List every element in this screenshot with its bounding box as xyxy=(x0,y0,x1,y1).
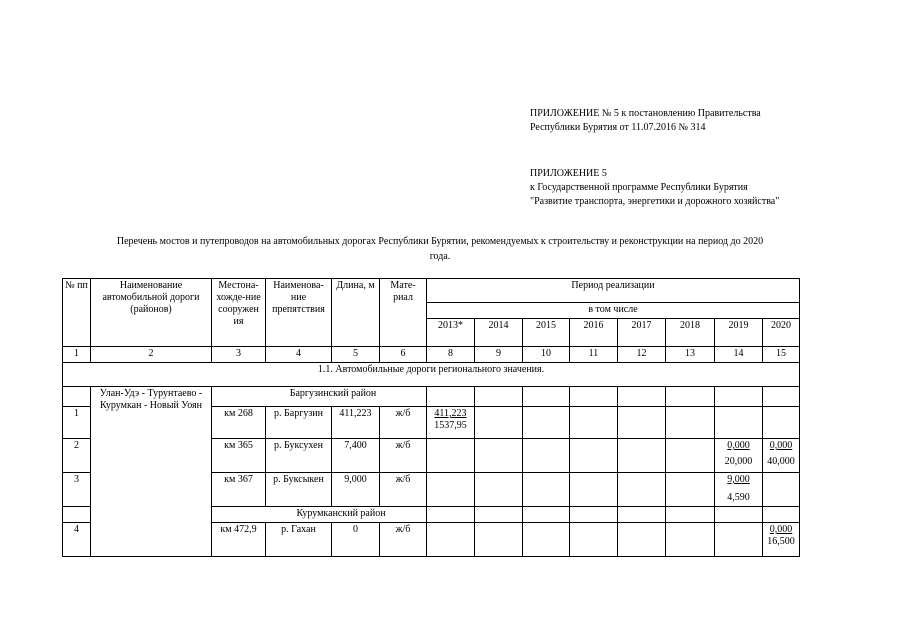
empty-cell xyxy=(715,387,763,407)
value-pair xyxy=(429,408,472,432)
year-2020-cell xyxy=(763,523,800,557)
row-material: ж/б xyxy=(380,523,427,557)
appendix-resolution-line: ПРИЛОЖЕНИЕ № 5 к постановлению Правительства xyxy=(530,108,761,119)
col-header-length: Длина, м xyxy=(332,279,380,347)
index-cell: 12 xyxy=(618,347,666,363)
empty-cell xyxy=(666,439,715,473)
empty-cell xyxy=(618,439,666,473)
year-header: 2017 xyxy=(618,319,666,347)
row-obstacle: р. Баргузин xyxy=(266,407,332,439)
appendix-resolution-line: Республики Бурятия от 11.07.2016 № 314 xyxy=(530,122,706,133)
appendix-program-line: "Развитие транспорта, энергетики и дорожного хозяйства" xyxy=(530,196,780,207)
empty-cell xyxy=(666,407,715,439)
empty-cell xyxy=(763,473,800,507)
district-kurumkansky: Курумканский район xyxy=(212,507,427,523)
value-bottom: 1537,95 xyxy=(434,420,467,431)
empty-cell xyxy=(427,387,475,407)
empty-cell xyxy=(475,407,523,439)
index-cell: 11 xyxy=(570,347,618,363)
row-material: ж/б xyxy=(380,407,427,439)
row-length: 7,400 xyxy=(332,439,380,473)
year-2019-cell xyxy=(715,439,763,473)
appendix-program-header xyxy=(530,167,779,209)
row-obstacle: р. Гахан xyxy=(266,523,332,557)
value-pair xyxy=(765,524,797,548)
value-bottom: 20,000 xyxy=(724,456,753,467)
empty-cell xyxy=(618,507,666,523)
value-top: 9,000 xyxy=(727,474,750,485)
empty-cell xyxy=(666,507,715,523)
row-km: км 472,9 xyxy=(212,523,266,557)
appendix-resolution-header xyxy=(530,107,761,135)
index-cell: 2 xyxy=(91,347,212,363)
row-material: ж/б xyxy=(380,473,427,507)
row-obstacle: р. Буксухен xyxy=(266,439,332,473)
index-cell: 3 xyxy=(212,347,266,363)
empty-cell xyxy=(427,507,475,523)
index-cell: 5 xyxy=(332,347,380,363)
value-bottom: 40,000 xyxy=(767,456,795,467)
col-header-material: Мате-риал xyxy=(380,279,427,347)
empty-cell xyxy=(763,387,800,407)
col-header-obstacle: Наименова-ние препятствия xyxy=(266,279,332,347)
row-length: 9,000 xyxy=(332,473,380,507)
empty-cell xyxy=(523,439,570,473)
empty-cell xyxy=(475,523,523,557)
index-cell: 9 xyxy=(475,347,523,363)
value-pair xyxy=(717,440,760,468)
empty-cell xyxy=(666,387,715,407)
index-cell: 8 xyxy=(427,347,475,363)
row-num: 1 xyxy=(63,407,91,439)
empty-cell xyxy=(666,523,715,557)
index-cell: 4 xyxy=(266,347,332,363)
row-km: км 268 xyxy=(212,407,266,439)
index-cell: 13 xyxy=(666,347,715,363)
empty-cell xyxy=(763,407,800,439)
district-baguzinsky: Баргузинский район xyxy=(212,387,427,407)
bridges-table xyxy=(62,278,800,557)
column-index-row xyxy=(63,347,800,363)
index-cell: 1 xyxy=(63,347,91,363)
empty-cell xyxy=(618,523,666,557)
year-header: 2013* xyxy=(427,319,475,347)
index-cell: 15 xyxy=(763,347,800,363)
value-bottom: 4,590 xyxy=(727,492,750,503)
empty-cell xyxy=(523,407,570,439)
row-material: ж/б xyxy=(380,439,427,473)
row-length: 411,223 xyxy=(332,407,380,439)
year-2013-cell xyxy=(427,407,475,439)
appendix-program-line: к Государственной программе Республики Бурятия xyxy=(530,182,748,193)
empty-cell xyxy=(63,507,91,523)
empty-cell xyxy=(618,387,666,407)
row-obstacle: р. Буксыкен xyxy=(266,473,332,507)
value-top: 0,000 xyxy=(769,524,793,535)
empty-cell xyxy=(523,523,570,557)
year-header: 2020 xyxy=(763,319,800,347)
empty-cell xyxy=(63,387,91,407)
row-km: км 367 xyxy=(212,473,266,507)
value-pair xyxy=(765,440,797,468)
section-heading: 1.1. Автомобильные дороги регионального значения. xyxy=(63,363,800,387)
year-header: 2019 xyxy=(715,319,763,347)
document-title-line: года. xyxy=(429,251,451,262)
row-length: 0 xyxy=(332,523,380,557)
empty-cell xyxy=(715,407,763,439)
document-title-line: Перечень мостов и путепроводов на автомобильных дорогах Республики Бурятии, рекомендуемых к строительству и реконструкции на период до 2020 xyxy=(116,236,764,247)
row-num: 2 xyxy=(63,439,91,473)
empty-cell xyxy=(523,473,570,507)
empty-cell xyxy=(618,407,666,439)
empty-cell xyxy=(715,523,763,557)
index-cell: 10 xyxy=(523,347,570,363)
empty-cell xyxy=(570,439,618,473)
year-header: 2018 xyxy=(666,319,715,347)
empty-cell xyxy=(475,387,523,407)
empty-cell xyxy=(666,473,715,507)
col-header-num: № пп xyxy=(63,279,91,347)
value-pair xyxy=(717,474,760,504)
empty-cell xyxy=(570,473,618,507)
empty-cell xyxy=(570,507,618,523)
empty-cell xyxy=(475,507,523,523)
value-bottom: 16,500 xyxy=(767,536,795,547)
year-header: 2014 xyxy=(475,319,523,347)
index-cell: 6 xyxy=(380,347,427,363)
year-2020-cell xyxy=(763,439,800,473)
empty-cell xyxy=(570,407,618,439)
document-title xyxy=(60,234,820,264)
empty-cell xyxy=(475,473,523,507)
appendix-program-line: ПРИЛОЖЕНИЕ 5 xyxy=(530,168,607,179)
col-header-location: Местона-хожде-ние сооружен ия xyxy=(212,279,266,347)
value-top: 0,000 xyxy=(769,440,793,451)
road-name: Улан-Удэ - Турунтаево - Курумкан - Новый Уоян xyxy=(91,387,212,557)
col-header-period: Период реализации xyxy=(427,279,800,303)
empty-cell xyxy=(427,473,475,507)
year-2019-cell xyxy=(715,473,763,507)
empty-cell xyxy=(715,507,763,523)
empty-cell xyxy=(763,507,800,523)
empty-cell xyxy=(475,439,523,473)
empty-cell xyxy=(523,387,570,407)
row-km: км 365 xyxy=(212,439,266,473)
empty-cell xyxy=(570,523,618,557)
row-num: 3 xyxy=(63,473,91,507)
row-num: 4 xyxy=(63,523,91,557)
year-header: 2016 xyxy=(570,319,618,347)
empty-cell xyxy=(427,439,475,473)
empty-cell xyxy=(618,473,666,507)
empty-cell xyxy=(523,507,570,523)
value-top: 411,223 xyxy=(434,408,467,419)
year-header: 2015 xyxy=(523,319,570,347)
index-cell: 14 xyxy=(715,347,763,363)
empty-cell xyxy=(570,387,618,407)
value-top: 0,000 xyxy=(727,440,750,451)
empty-cell xyxy=(427,523,475,557)
col-header-including: в том числе xyxy=(427,303,800,319)
col-header-road: Наименование автомобильной дороги (районов) xyxy=(91,279,212,347)
